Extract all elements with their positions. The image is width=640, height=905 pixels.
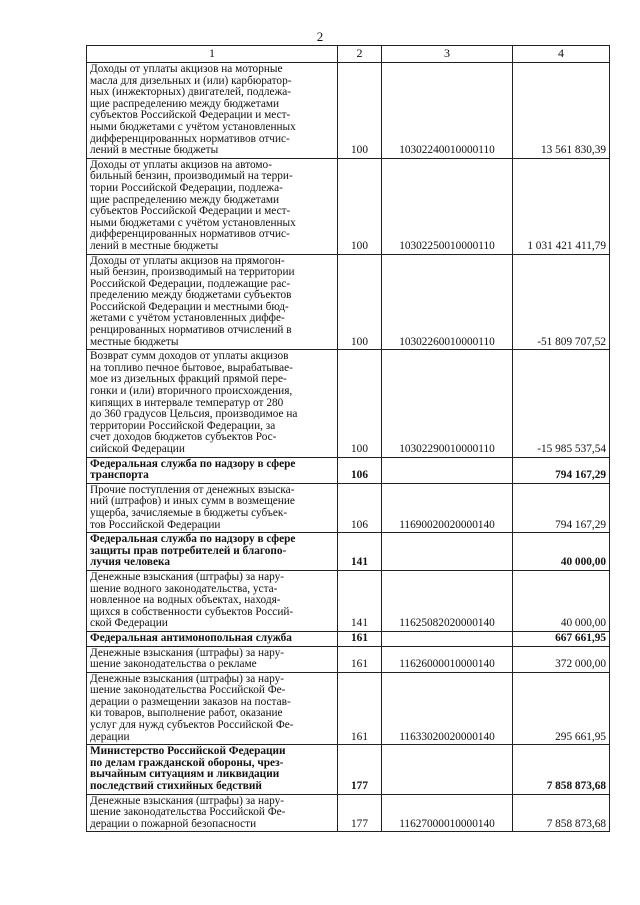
row-description: Денежные взыскания (штрафы) за нару- шение законодательства о рекламе: [87, 646, 338, 672]
row-budget-code: [382, 533, 513, 571]
row-amount: -15 985 537,54: [513, 350, 610, 457]
table-row: [87, 745, 610, 794]
header-cell: 1: [87, 46, 338, 63]
row-admin-code: 106: [338, 483, 382, 532]
row-amount: 794 167,29: [513, 457, 610, 483]
row-description: Федеральная служба по надзору в сфере транспорта: [87, 457, 338, 483]
table-row: [87, 457, 610, 483]
table-row: [87, 254, 610, 350]
row-amount: -51 809 707,52: [513, 254, 610, 350]
row-budget-code: 11626000010000140: [382, 646, 513, 672]
row-amount: 7 858 873,68: [513, 794, 610, 832]
row-admin-code: 141: [338, 533, 382, 571]
table-row: [87, 483, 610, 532]
header-cell: 3: [382, 46, 513, 63]
row-description: Федеральная служба по надзору в сфере защиты прав потребителей и благопо- лучия человека: [87, 533, 338, 571]
row-amount: 40 000,00: [513, 570, 610, 631]
row-description: Денежные взыскания (штрафы) за нару- шение водного законодательства, уста- новленное на водных объектах, находя- щихся в собственности субъектов Россий- ской Федерации: [87, 570, 338, 631]
page-number: 2: [316, 29, 324, 44]
table-row: [87, 631, 610, 646]
row-admin-code: 100: [338, 254, 382, 350]
table-row: [87, 533, 610, 571]
row-amount: 794 167,29: [513, 483, 610, 532]
row-budget-code: 10302250010000110: [382, 158, 513, 254]
row-description: Федеральная антимонопольная служба: [87, 631, 338, 646]
row-description: Прочие поступления от денежных взыска- ний (штрафов) и иных сумм в возмещение ущерба, зачисляемые в бюджеты субъек- тов Российской Федерации: [87, 483, 338, 532]
row-amount: 372 000,00: [513, 646, 610, 672]
row-budget-code: [382, 631, 513, 646]
row-budget-code: 11627000010000140: [382, 794, 513, 832]
row-description: Доходы от уплаты акцизов на прямогон- ный бензин, производимый на территории Российской Федерации, подлежащие рас- пределению между бюджетами субъектов Российской Федерации и местными бюд- жетами с учётом установленных диффе- ренцированных нормативов отчислений в местные бюджеты: [87, 254, 338, 350]
revenue-table: [86, 45, 610, 832]
row-description: Возврат сумм доходов от уплаты акцизов на топливо печное бытовое, вырабатывае- мое из дизельных фракций прямой пере- гонки и (или) вторичного происхождения, кипящих в интервале температур от 280 до 360 градусов Цельсия, производимое на территории Российской Федерации, за счет доходов бюджетов субъектов Рос- сийской Федерации: [87, 350, 338, 457]
row-amount: 7 858 873,68: [513, 745, 610, 794]
table-header-row: [87, 46, 610, 63]
row-budget-code: 11690020020000140: [382, 483, 513, 532]
row-admin-code: 141: [338, 570, 382, 631]
row-description: Денежные взыскания (штрафы) за нару- шение законодательства Российской Фе- дерации о пожарной безопасности: [87, 794, 338, 832]
row-budget-code: 10302240010000110: [382, 63, 513, 159]
row-amount: 40 000,00: [513, 533, 610, 571]
table-row: [87, 158, 610, 254]
row-amount: 295 661,95: [513, 672, 610, 745]
table-row: [87, 570, 610, 631]
table-row: [87, 63, 610, 159]
table-row: [87, 350, 610, 457]
row-admin-code: 100: [338, 158, 382, 254]
row-amount: 13 561 830,39: [513, 63, 610, 159]
row-description: Доходы от уплаты акцизов на автомо- бильный бензин, производимый на терри- тории Российской Федерации, подлежа- щие распределению между бюджетами субъектов Российской Федерации и мест- ными бюджетами с учётом установленных дифференцированных нормативов отчис- лений в местные бюджеты: [87, 158, 338, 254]
row-description: Министерство Российской Федерации по делам гражданской обороны, чрез- вычайным ситуациям и ликвидации последствий стихийных бедствий: [87, 745, 338, 794]
row-budget-code: 11633020020000140: [382, 672, 513, 745]
row-admin-code: 106: [338, 457, 382, 483]
row-admin-code: 161: [338, 631, 382, 646]
header-cell: 2: [338, 46, 382, 63]
row-admin-code: 100: [338, 63, 382, 159]
row-budget-code: 10302290010000110: [382, 350, 513, 457]
row-amount: 1 031 421 411,79: [513, 158, 610, 254]
row-description: Денежные взыскания (штрафы) за нару- шение законодательства Российской Фе- дерации о размещении заказов на постав- ки товаров, выполнение работ, оказание услуг для нужд субъектов Российской Фе- дерации: [87, 672, 338, 745]
row-amount: 667 661,95: [513, 631, 610, 646]
row-description: Доходы от уплаты акцизов на моторные масла для дизельных и (или) карбюратор- ных (инжекторных) двигателей, подлежа- щие распределению между бюджетами субъектов Российской Федерации и мест- ными бюджетами с учётом установленных дифференцированных нормативов отчис- лений в местные бюджеты: [87, 63, 338, 159]
table-row: [87, 646, 610, 672]
row-budget-code: 11625082020000140: [382, 570, 513, 631]
table-row: [87, 672, 610, 745]
row-budget-code: [382, 457, 513, 483]
row-admin-code: 177: [338, 794, 382, 832]
row-budget-code: [382, 745, 513, 794]
header-cell: 4: [513, 46, 610, 63]
row-admin-code: 177: [338, 745, 382, 794]
row-budget-code: 10302260010000110: [382, 254, 513, 350]
table-row: [87, 794, 610, 832]
row-admin-code: 161: [338, 646, 382, 672]
row-admin-code: 161: [338, 672, 382, 745]
row-admin-code: 100: [338, 350, 382, 457]
